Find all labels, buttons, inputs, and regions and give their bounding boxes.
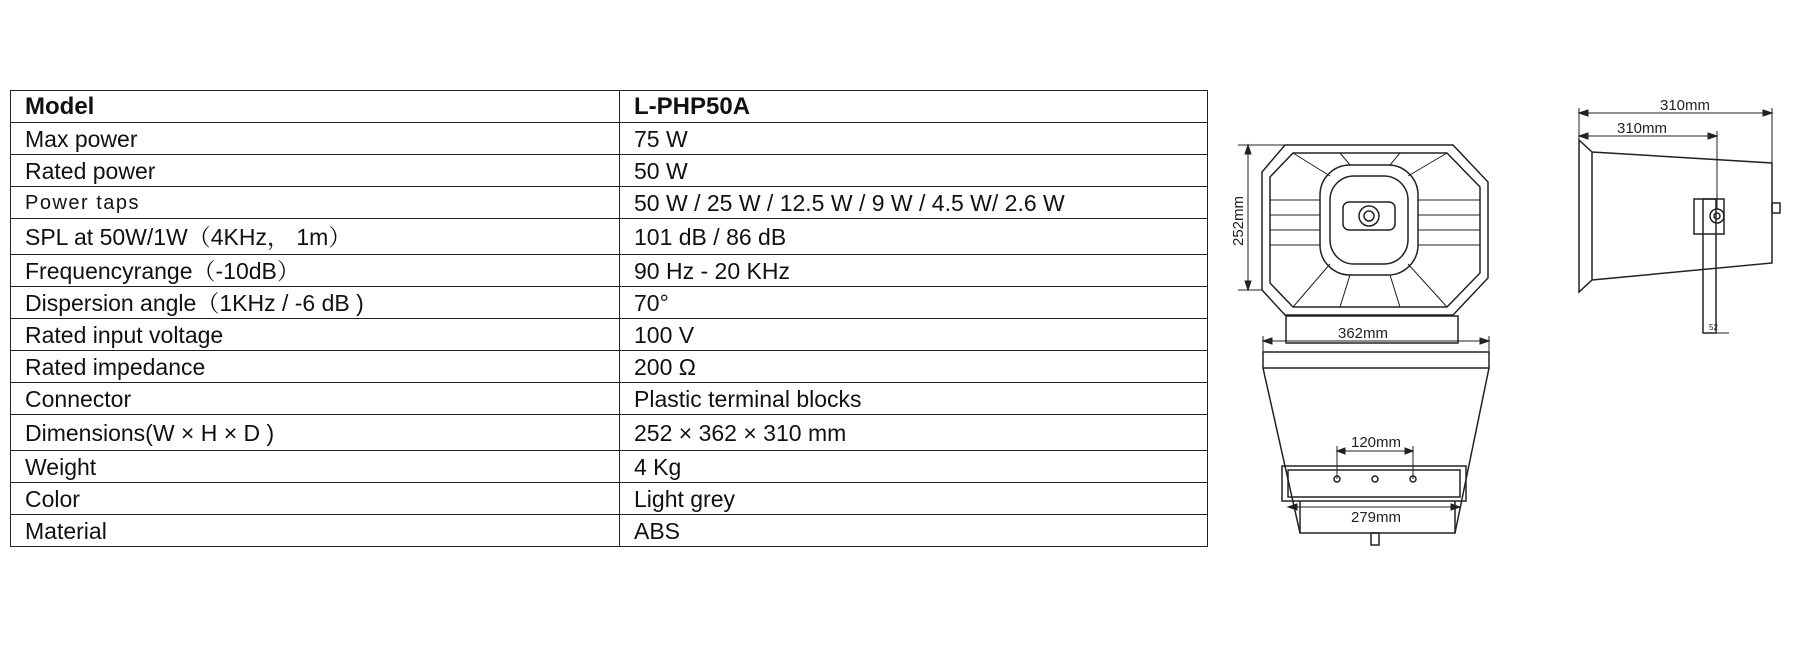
row-label: Power taps <box>11 187 620 219</box>
side-depth-total-label: 310mm <box>1660 97 1711 114</box>
row-value: 200 Ω <box>620 351 1208 383</box>
front-view-drawing <box>1262 145 1488 343</box>
row-value: 50 W / 25 W / 12.5 W / 9 W / 4.5 W/ 2.6 W <box>620 187 1208 219</box>
row-label: Color <box>11 483 620 515</box>
row-value: 75 W <box>620 123 1208 155</box>
row-value: Plastic terminal blocks <box>620 383 1208 415</box>
row-label: SPL at 50W/1W（4KHz， 1m） <box>11 219 620 255</box>
bottom-width-label: 362mm <box>1338 325 1389 342</box>
front-height-label: 252mm <box>1230 195 1247 246</box>
row-value: 252 × 362 × 310 mm <box>620 415 1208 451</box>
row-value: 90 Hz - 20 KHz <box>620 255 1208 287</box>
row-value: 70° <box>620 287 1208 319</box>
row-label: Dimensions(W × H × D ) <box>11 415 620 451</box>
bracket-width-label: 279mm <box>1351 509 1402 526</box>
header-label: Model <box>11 91 620 123</box>
row-value: 100 V <box>620 319 1208 351</box>
side-view-drawing <box>1579 140 1780 333</box>
row-value: Light grey <box>620 483 1208 515</box>
row-label: Rated impedance <box>11 351 620 383</box>
header-value: L-PHP50A <box>620 91 1208 123</box>
row-label: Connector <box>11 383 620 415</box>
row-label: Weight <box>11 451 620 483</box>
row-label: Frequencyrange（-10dB） <box>11 255 620 287</box>
bracket-spacing-label: 120mm <box>1351 434 1402 451</box>
row-label: Max power <box>11 123 620 155</box>
side-small-label: 52 <box>1709 323 1718 332</box>
row-label: Dispersion angle（1KHz / -6 dB ) <box>11 287 620 319</box>
row-value: ABS <box>620 515 1208 547</box>
row-label: Rated power <box>11 155 620 187</box>
row-value: 4 Kg <box>620 451 1208 483</box>
row-value: 50 W <box>620 155 1208 187</box>
row-value: 101 dB / 86 dB <box>620 219 1208 255</box>
side-depth-dimension <box>1579 108 1772 333</box>
side-depth-inner-label: 310mm <box>1617 120 1668 137</box>
row-label: Rated input voltage <box>11 319 620 351</box>
row-label: Material <box>11 515 620 547</box>
